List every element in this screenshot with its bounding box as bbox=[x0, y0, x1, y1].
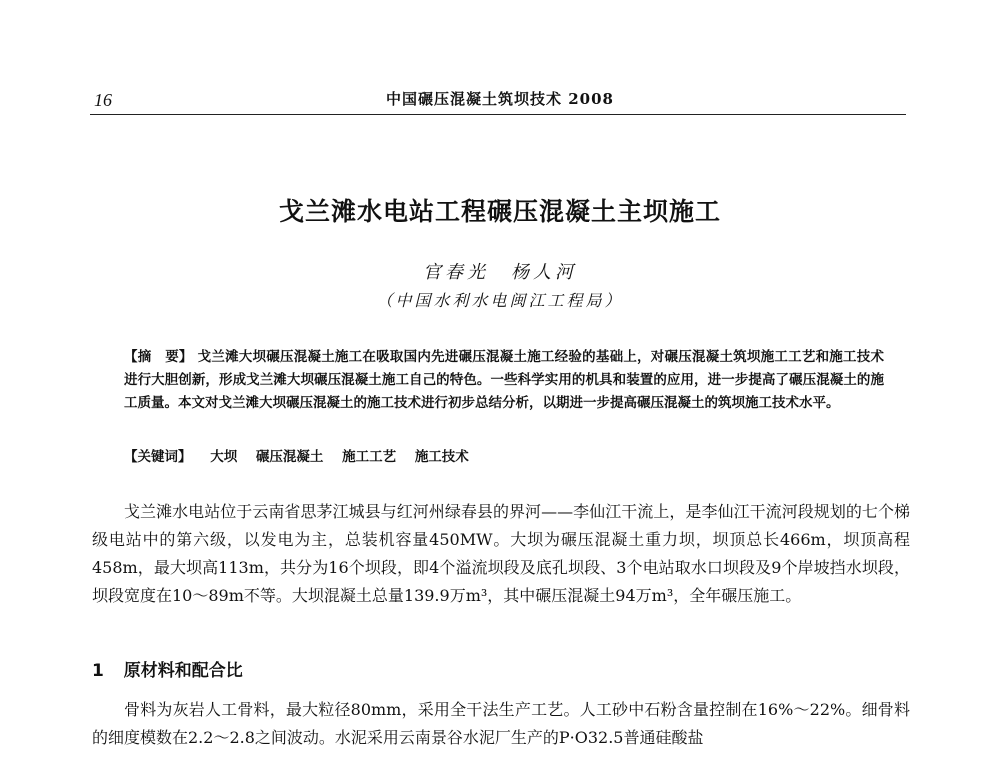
section-number: 1 bbox=[92, 661, 104, 681]
keyword: 施工技术 bbox=[414, 449, 469, 465]
section-heading bbox=[92, 656, 243, 681]
keywords-label: 【关键词】 bbox=[124, 449, 192, 465]
section-title: 原材料和配合比 bbox=[123, 661, 243, 681]
page-number: 16 bbox=[94, 90, 112, 110]
keyword: 大坝 bbox=[210, 449, 238, 465]
keyword: 碾压混凝土 bbox=[255, 449, 324, 465]
abstract-label: 【摘 要】 bbox=[124, 349, 193, 365]
keywords bbox=[124, 446, 884, 469]
body-paragraph: 戈兰滩水电站位于云南省思茅江城县与红河州绿春县的界河——李仙江干流上，是李仙江干流河段规划的七个梯级电站中的第六级，以发电为主，总装机容量450MW。大坝为碾压混凝土重力坝，坝顶总长466m，坝顶高程458m，最大坝高113m，共分为16个坝段，即4个溢流坝段及底孔坝段、3个电站取水口坝段及9个岸坡挡水坝段，坝段宽度在10～89m不等。大坝混凝土总量139.9万m³，其中碾压混凝土94万m³，全年碾压施工。 bbox=[92, 502, 910, 605]
authors: 官春光 杨人河 bbox=[423, 262, 577, 283]
abstract bbox=[124, 346, 884, 415]
body-paragraph: 骨料为灰岩人工骨料，最大粒径80mm，采用全干法生产工艺。人工砂中石粉含量控制在16%～22%。细骨料的细度模数在2.2～2.8之间波动。水泥采用云南景谷水泥厂生产的P·O32.5普通硅酸盐 bbox=[92, 700, 910, 747]
running-header: 中国碾压混凝土筑坝技术 2008 bbox=[386, 90, 614, 108]
keyword: 施工工艺 bbox=[342, 449, 397, 465]
article-title: 戈兰滩水电站工程碾压混凝土主坝施工 bbox=[278, 197, 721, 226]
affiliation: （中国水利水电闽江工程局） bbox=[376, 291, 624, 310]
abstract-text: 戈兰滩大坝碾压混凝土施工在吸取国内先进碾压混凝土施工经验的基础上，对碾压混凝土筑坝施工工艺和施工技术进行大胆创新，形成戈兰滩大坝碾压混凝土施工自己的特色。一些科学实用的机具和装置的应用，进一步提高了碾压混凝土的施工质量。本文对戈兰滩大坝碾压混凝土的施工技术进行初步总结分析，以期进一步提高碾压混凝土的筑坝施工技术水平。 bbox=[124, 349, 885, 411]
header-rule bbox=[90, 114, 906, 115]
